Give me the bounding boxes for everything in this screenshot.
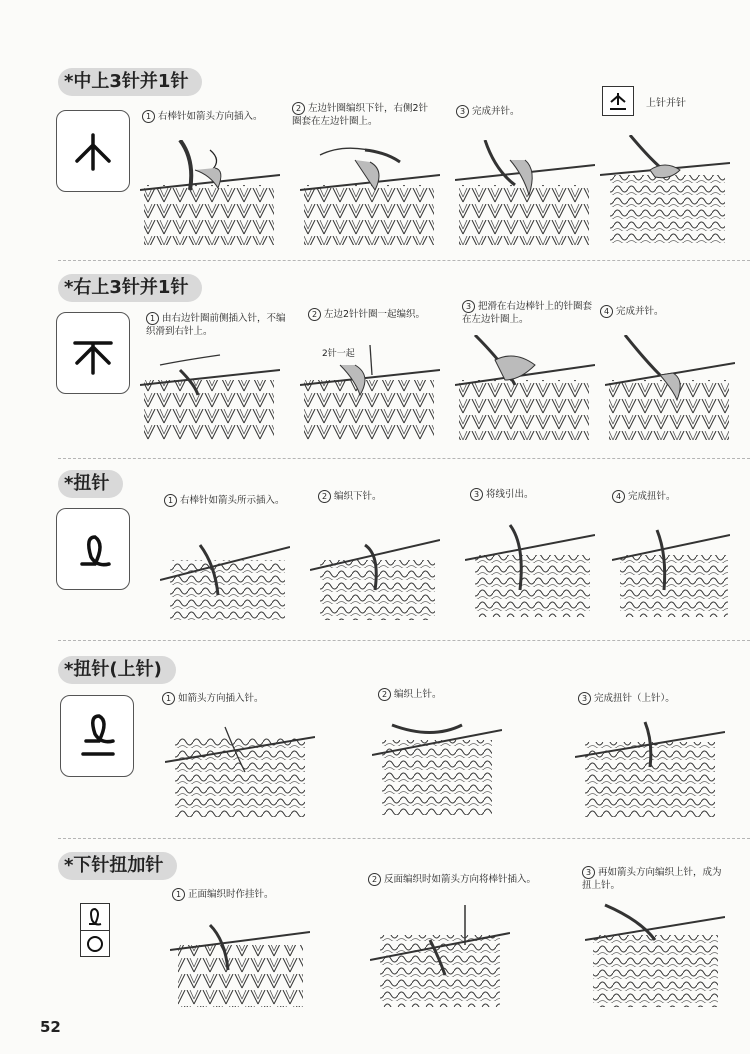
knit-illustration-3 [575,712,725,822]
divider [58,260,750,261]
step-1: 1 正面编织时作挂针。 [172,888,312,901]
step-2: 2 编织上针。 [378,688,498,701]
twisted-purl-symbol-icon [61,696,133,776]
step-2: 2 左边2针针圈一起编织。 [308,308,448,321]
knit-illustration-1 [140,140,280,250]
symbol-label: 上针并针 [646,98,686,109]
symbol-box [56,312,130,394]
step-3: 3 把滑在右边棒针上的针圈套在左边针圈上。 [462,301,593,325]
purl-decrease-symbol-icon [602,86,634,116]
step-3: 3 完成并针。 [456,105,576,118]
twisted-stitch-symbol-icon [57,509,129,589]
symbol-box [60,695,134,777]
section-title: *扭针 [58,470,123,498]
section-title: *中上3针并1针 [58,68,202,96]
step-3: 3 再如箭头方向编织上针，成为扭上针。 [582,867,722,891]
knit-illustration-3 [455,140,595,250]
step-4: 4 完成扭针。 [612,490,732,503]
symbol-box [56,508,130,590]
right-decrease-symbol-icon [57,313,129,393]
knit-illustration-2 [300,140,440,250]
step-1: 1 由右边针圈前侧插入针，不编织滑到右针上。 [146,313,286,337]
page-number: 52 [40,1018,61,1036]
knit-illustration-4 [612,515,730,620]
knit-illustration-1 [165,712,315,822]
step-2: 2 左边针圈编织下针，右侧2针圈套在左边针圈上。 [292,103,429,127]
section-title: *扭针(上针) [58,656,176,684]
knit-illustration-4 [605,335,735,445]
divider [58,640,750,641]
knit-illustration-1 [160,525,290,625]
step-2: 2 反面编织时如箭头方向将棒针插入。 [368,873,558,886]
step-3: 3 完成扭针（上针）。 [578,692,718,705]
knit-illustration-2 [370,905,510,1010]
step-3: 3 将线引出。 [470,488,590,501]
step-2: 2 编织下针。 [318,490,438,503]
step-1: 1 如箭头方向插入针。 [162,692,302,705]
purl-illustration [600,135,730,250]
twisted-increase-symbol-icon [80,903,110,957]
knit-illustration-3 [455,335,595,445]
section-title: *右上3针并1针 [58,274,202,302]
step-1: 1 右棒针如箭头所示插入。 [164,494,304,507]
knit-illustration-3 [585,895,725,1010]
knit-illustration-2 [310,520,440,620]
step-1: 1 右棒针如箭头方向插入。 [142,110,282,123]
section-title: *下针扭加针 [58,852,177,880]
knit-illustration-2 [372,710,502,820]
step-4: 4 完成并针。 [600,305,720,318]
knit-illustration-1 [140,345,280,445]
symbol-box [56,110,130,192]
knit-illustration-1 [170,910,310,1010]
central-decrease-symbol-icon [57,111,129,191]
knit-illustration-3 [465,515,595,620]
divider [58,458,750,459]
annotation: 2针一起 [322,349,355,359]
divider [58,838,750,839]
knit-illustration-2 [300,345,440,445]
